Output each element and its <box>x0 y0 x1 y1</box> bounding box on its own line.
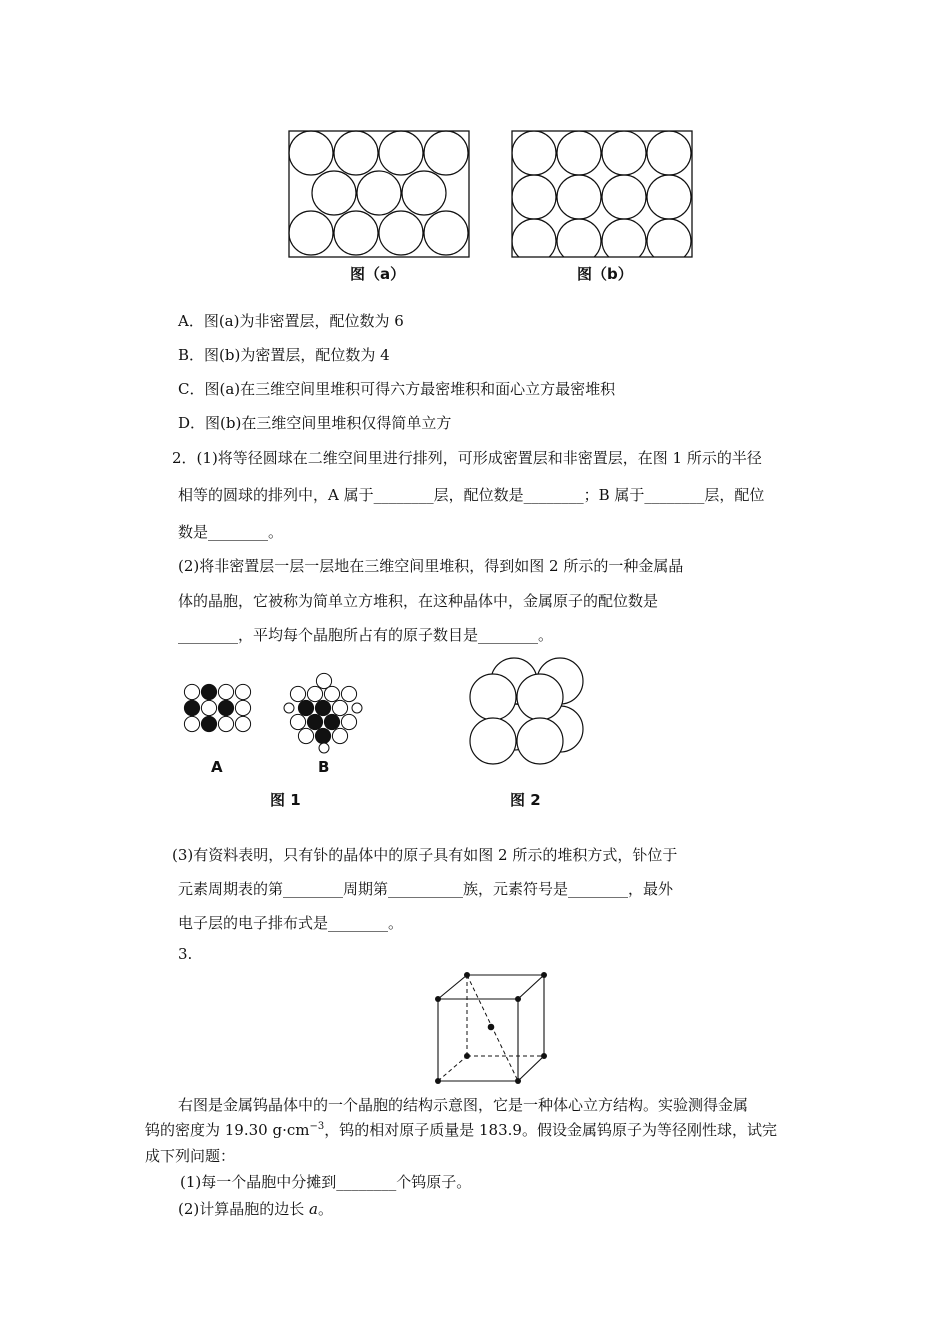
figure-b-caption: 图（b） <box>577 265 633 283</box>
q2-part3-line1: (3)有资料表明，只有钋的晶体中的原子具有如图 2 所示的堆积方式，钋位于 <box>172 846 678 864</box>
figure-1-label-a: A <box>211 758 223 776</box>
figure-1-label-b: B <box>318 758 330 776</box>
figure-1-caption: 图 1 <box>270 791 301 809</box>
figure-a-square-packing-sketch <box>288 130 470 258</box>
q3-sub1: (1)每一个晶胞中分摊到________个钨原子。 <box>180 1173 472 1191</box>
figure-2-caption: 图 2 <box>510 791 541 809</box>
q2-part1-line1: 2．(1)将等径圆球在二维空间里进行排列，可形成密置层和非密置层，在图 1 所示的半径 <box>172 449 762 467</box>
figure-2-simple-cubic-spheres <box>467 657 587 767</box>
q2-part3-line3: 电子层的电子排布式是________。 <box>178 914 404 932</box>
figure-a-caption: 图（a） <box>350 265 406 283</box>
q2-part3-line2: 元素周期表的第________周期第__________族，元素符号是________，最外 <box>178 880 674 898</box>
bcc-unit-cell-diagram <box>430 970 560 1090</box>
q3-description-line3: 成下列问题： <box>145 1147 236 1165</box>
q3-number: 3. <box>178 945 193 963</box>
q2-part2-line1: (2)将非密置层一层一层地在三维空间里堆积，得到如图 2 所示的一种金属晶 <box>178 557 684 575</box>
q2-part2-line3: ________，平均每个晶胞所占有的原子数目是________。 <box>178 626 554 644</box>
option-c: C．图(a)在三维空间里堆积可得六方最密堆积和面心立方最密堆积 <box>178 380 616 398</box>
figure-b-packing-sketch <box>511 130 693 258</box>
q3-sub2: (2)计算晶胞的边长 a。 <box>178 1200 333 1218</box>
figure-1a-square-layer <box>183 683 253 735</box>
q3-description-line2: 钨的密度为 19.30 $g\cdot cm^{-3}$，钨的相对原子质量是 183.9。假设金属钨原子为等径刚性球，试完 <box>145 1121 777 1139</box>
q2-part1-line2: 相等的圆球的排列中，A 属于________层，配位数是________；B 属于________层，配位 <box>178 486 765 504</box>
q3-description-line1: 右图是金属钨晶体中的一个晶胞的结构示意图，它是一种体心立方结构。实验测得金属 <box>178 1096 749 1114</box>
figure-1b-hexagonal-layer <box>284 672 364 754</box>
option-b: B．图(b)为密置层，配位数为 4 <box>178 346 390 364</box>
option-d: D．图(b)在三维空间里堆积仅得简单立方 <box>178 414 452 432</box>
option-a: A．图(a)为非密置层，配位数为 6 <box>178 312 404 330</box>
q2-part2-line2: 体的晶胞，它被称为简单立方堆积，在这种晶体中，金属原子的配位数是 <box>178 592 659 610</box>
q2-part1-line3: 数是________。 <box>178 523 284 541</box>
